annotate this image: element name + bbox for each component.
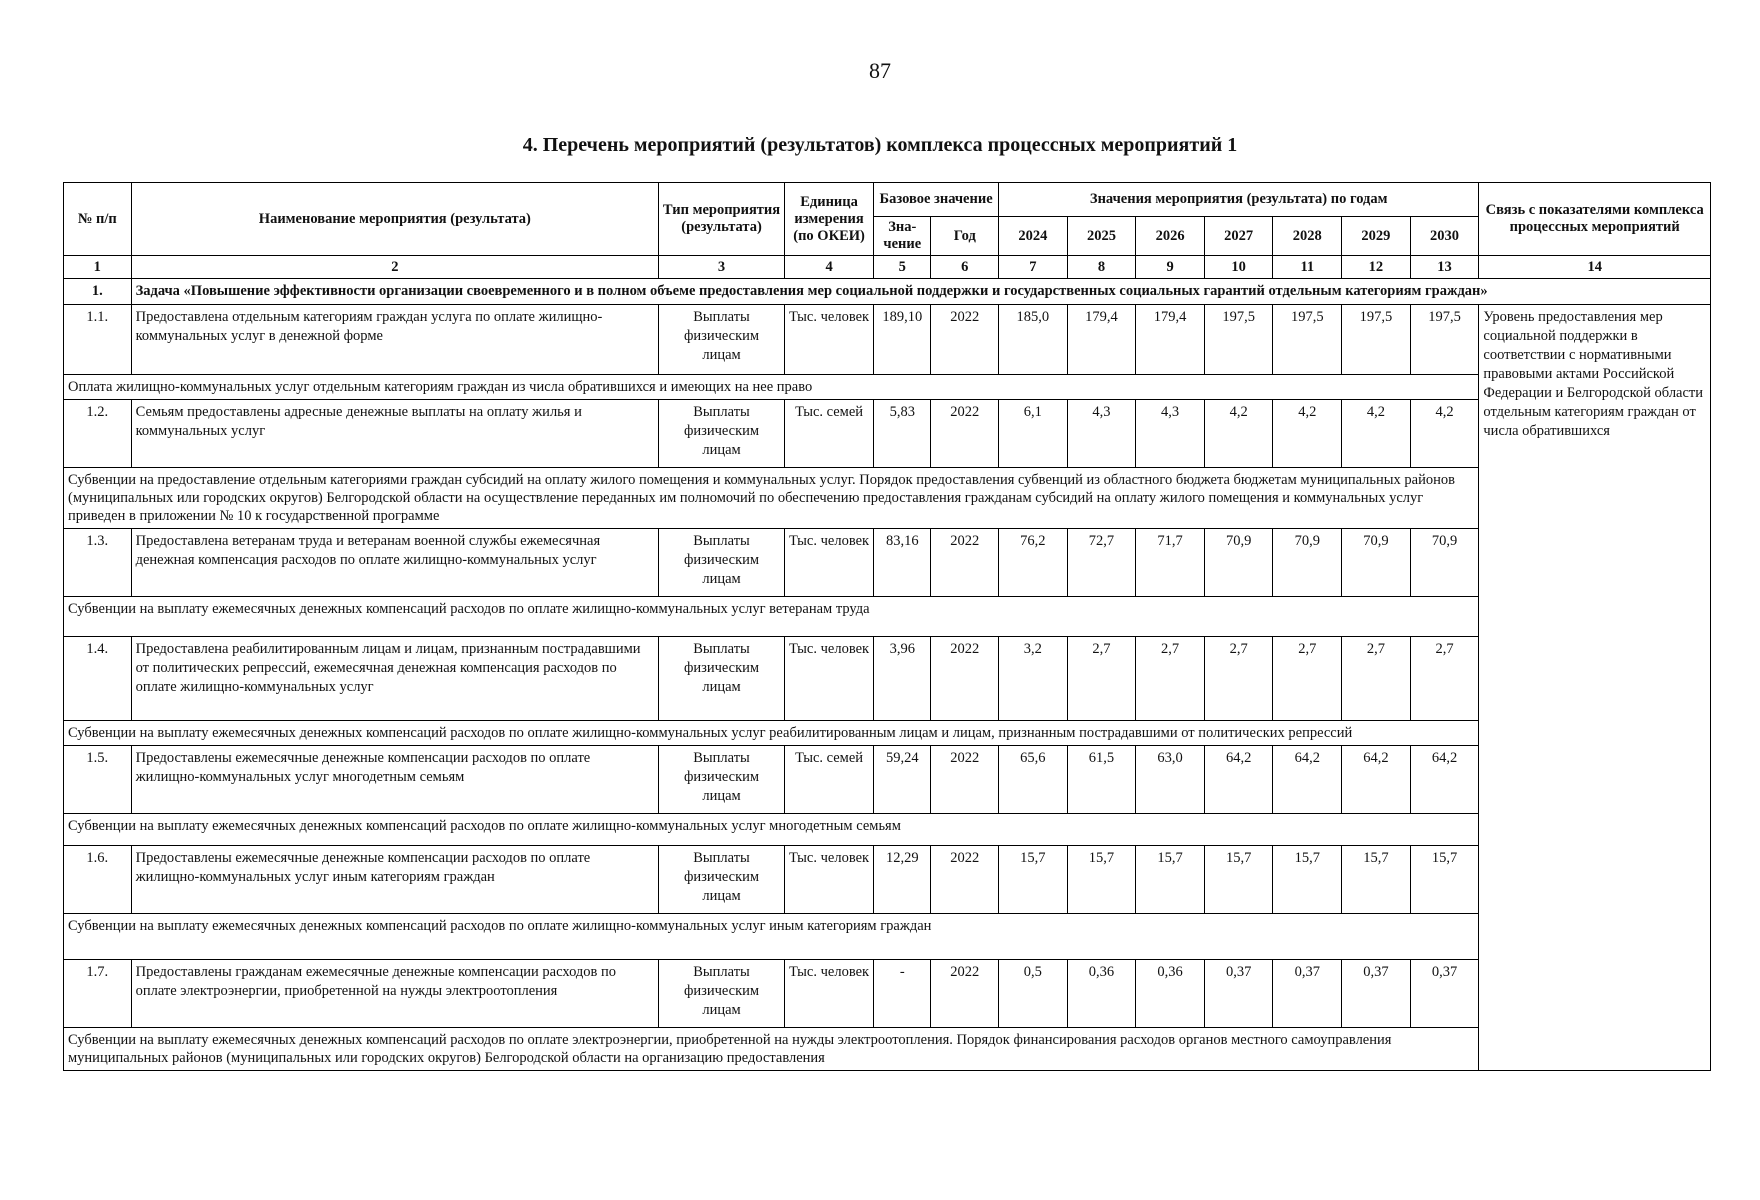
row-note-row (64, 375, 1711, 400)
column-number: 14 (1479, 256, 1711, 279)
row-value: 2,7 (1136, 637, 1205, 721)
row-base-value: 5,83 (874, 400, 931, 468)
row-value: 2,7 (1273, 637, 1342, 721)
header-years-group: Значения мероприятия (результата) по годам (999, 183, 1479, 217)
row-base-year: 2022 (931, 846, 999, 914)
row-value: 0,37 (1204, 960, 1273, 1028)
row-value: 64,2 (1410, 746, 1479, 814)
row-note: Субвенции на предоставление отдельным категориями граждан субсидий на оплату жилого помещения и коммунальных услуг. Порядок предоставления субвенций из областного бюджета бюджетам муниципальных районов (муниципальных или городских округов) Белгородской области на осуществление переданных им полномочий по обеспечению предоставления гражданам субсидий на оплату жилого помещения и коммунальных услуг приведен в приложении № 10 к государственной программе (64, 468, 1479, 529)
row-value: 71,7 (1136, 529, 1205, 597)
row-unit: Тыс. семей (785, 746, 874, 814)
header-year: 2030 (1410, 217, 1479, 256)
row-value: 2,7 (1067, 637, 1136, 721)
row-name: Предоставлена отдельным категориям граждан услуга по оплате жилищно-коммунальных услуг в денежной форме (131, 305, 658, 375)
row-value: 4,2 (1410, 400, 1479, 468)
row-note: Субвенции на выплату ежемесячных денежных компенсаций расходов по оплате электроэнергии, приобретенной на нужды электроотопления. Порядок финансирования расходов органов местного самоуправления муниципальных районов (муниципальных или городских округов) Белгородской области на организацию предоставления (64, 1028, 1479, 1071)
row-note-row (64, 814, 1711, 846)
row-name: Предоставлены гражданам ежемесячные денежные компенсации расходов по оплате электроэнергии, приобретенной на нужды электроотопления (131, 960, 658, 1028)
row-base-year: 2022 (931, 960, 999, 1028)
row-value: 15,7 (1136, 846, 1205, 914)
row-note-row (64, 597, 1711, 637)
header-year: 2026 (1136, 217, 1205, 256)
document-title: 4. Перечень мероприятий (результатов) комплекса процессных мероприятий 1 (522, 134, 1238, 156)
row-base-year: 2022 (931, 400, 999, 468)
row-value: 76,2 (999, 529, 1068, 597)
row-note-row (64, 468, 1711, 529)
column-number: 9 (1136, 256, 1205, 279)
task-text: Задача «Повышение эффективности организации своевременного и в полном объеме предоставления мер социальной поддержки и государственных социальных гарантий отдельным категориям граждан» (131, 279, 1710, 305)
row-value: 15,7 (1342, 846, 1411, 914)
row-unit: Тыс. человек (785, 637, 874, 721)
row-value: 197,5 (1410, 305, 1479, 375)
row-name: Предоставлена реабилитированным лицам и лицам, признанным пострадавшими от политических репрессий, ежемесячная денежная компенсация расходов по оплате жилищно-коммунальных услуг (131, 637, 658, 721)
row-value: 70,9 (1342, 529, 1411, 597)
row-number: 1.6. (64, 846, 132, 914)
row-value: 4,2 (1342, 400, 1411, 468)
row-value: 179,4 (1067, 305, 1136, 375)
column-number: 6 (931, 256, 999, 279)
column-number: 8 (1067, 256, 1136, 279)
row-base-value: 83,16 (874, 529, 931, 597)
row-value: 197,5 (1273, 305, 1342, 375)
column-number: 2 (131, 256, 658, 279)
row-value: 70,9 (1204, 529, 1273, 597)
table-row (64, 400, 1711, 468)
task-row (64, 279, 1711, 305)
row-value: 0,37 (1273, 960, 1342, 1028)
row-note: Субвенции на выплату ежемесячных денежных компенсаций расходов по оплате жилищно-коммунальных услуг реабилитированным лицам и лицам, признанным пострадавшими от политических репрессий (64, 721, 1479, 746)
header-no: № п/п (64, 183, 132, 256)
header-base-year: Год (931, 217, 999, 256)
row-base-year: 2022 (931, 637, 999, 721)
table-row (64, 746, 1711, 814)
row-value: 2,7 (1410, 637, 1479, 721)
column-number-row (64, 256, 1711, 279)
row-number: 1.5. (64, 746, 132, 814)
header-base: Базовое значение (874, 183, 999, 217)
row-type: Выплаты физическим лицам (659, 960, 785, 1028)
row-base-year: 2022 (931, 305, 999, 375)
column-number: 13 (1410, 256, 1479, 279)
row-value: 185,0 (999, 305, 1068, 375)
row-base-value: 59,24 (874, 746, 931, 814)
column-number: 7 (999, 256, 1068, 279)
header-link: Связь с показателями комплекса процессных мероприятий (1479, 183, 1711, 256)
row-base-value: - (874, 960, 931, 1028)
column-number: 10 (1204, 256, 1273, 279)
column-number: 3 (659, 256, 785, 279)
row-value: 4,2 (1273, 400, 1342, 468)
row-note-row (64, 914, 1711, 960)
column-number: 11 (1273, 256, 1342, 279)
row-value: 61,5 (1067, 746, 1136, 814)
row-value: 15,7 (1067, 846, 1136, 914)
row-note: Субвенции на выплату ежемесячных денежных компенсаций расходов по оплате жилищно-коммунальных услуг ветеранам труда (64, 597, 1479, 637)
row-unit: Тыс. семей (785, 400, 874, 468)
header-unit: Единица измерения (по ОКЕИ) (785, 183, 874, 256)
row-base-year: 2022 (931, 529, 999, 597)
row-value: 0,36 (1067, 960, 1136, 1028)
header-year: 2025 (1067, 217, 1136, 256)
row-number: 1.7. (64, 960, 132, 1028)
row-unit: Тыс. человек (785, 846, 874, 914)
row-value: 15,7 (1410, 846, 1479, 914)
row-value: 2,7 (1204, 637, 1273, 721)
table-row (64, 960, 1711, 1028)
table-row (64, 846, 1711, 914)
column-number: 4 (785, 256, 874, 279)
row-value: 197,5 (1342, 305, 1411, 375)
column-number: 1 (64, 256, 132, 279)
task-number: 1. (64, 279, 132, 305)
row-value: 197,5 (1204, 305, 1273, 375)
row-value: 0,37 (1342, 960, 1411, 1028)
row-base-value: 3,96 (874, 637, 931, 721)
row-value: 6,1 (999, 400, 1068, 468)
table-header (64, 183, 1711, 279)
row-value: 0,36 (1136, 960, 1205, 1028)
row-note: Субвенции на выплату ежемесячных денежных компенсаций расходов по оплате жилищно-коммунальных услуг иным категориям граждан (64, 914, 1479, 960)
row-name: Предоставлена ветеранам труда и ветеранам военной службы ежемесячная денежная компенсация расходов по оплате жилищно-коммунальных услуг (131, 529, 658, 597)
header-year: 2027 (1204, 217, 1273, 256)
row-type: Выплаты физическим лицам (659, 846, 785, 914)
row-value: 64,2 (1342, 746, 1411, 814)
link-to-indicators: Уровень предоставления мер социальной поддержки в соответствии с нормативными правовыми актами Российской Федерации и Белгородской области отдельным категориям граждан от числа обратившихся (1479, 305, 1711, 1071)
row-note-row (64, 1028, 1711, 1071)
row-value: 64,2 (1273, 746, 1342, 814)
row-value: 70,9 (1273, 529, 1342, 597)
row-value: 70,9 (1410, 529, 1479, 597)
header-year: 2029 (1342, 217, 1411, 256)
row-type: Выплаты физическим лицам (659, 746, 785, 814)
row-number: 1.1. (64, 305, 132, 375)
header-year: 2028 (1273, 217, 1342, 256)
row-value: 4,3 (1067, 400, 1136, 468)
row-value: 63,0 (1136, 746, 1205, 814)
row-name: Семьям предоставлены адресные денежные выплаты на оплату жилья и коммунальных услуг (131, 400, 658, 468)
row-note: Оплата жилищно-коммунальных услуг отдельным категориям граждан из числа обратившихся и имеющих на нее право (64, 375, 1479, 400)
row-value: 15,7 (1204, 846, 1273, 914)
row-number: 1.3. (64, 529, 132, 597)
row-value: 4,3 (1136, 400, 1205, 468)
row-unit: Тыс. человек (785, 529, 874, 597)
column-number: 5 (874, 256, 931, 279)
row-value: 0,37 (1410, 960, 1479, 1028)
row-value: 65,6 (999, 746, 1068, 814)
row-type: Выплаты физическим лицам (659, 637, 785, 721)
row-name: Предоставлены ежемесячные денежные компенсации расходов по оплате жилищно-коммунальных услуг многодетным семьям (131, 746, 658, 814)
row-value: 72,7 (1067, 529, 1136, 597)
table-row (64, 529, 1711, 597)
page-number: 87 (869, 58, 891, 83)
table-row (64, 637, 1711, 721)
row-type: Выплаты физическим лицам (659, 529, 785, 597)
row-base-value: 12,29 (874, 846, 931, 914)
row-note-row (64, 721, 1711, 746)
row-value: 179,4 (1136, 305, 1205, 375)
row-name: Предоставлены ежемесячные денежные компенсации расходов по оплате жилищно-коммунальных услуг иным категориям граждан (131, 846, 658, 914)
row-base-year: 2022 (931, 746, 999, 814)
column-number: 12 (1342, 256, 1411, 279)
row-value: 15,7 (999, 846, 1068, 914)
measures-table (63, 182, 1711, 1071)
row-type: Выплаты физическим лицам (659, 305, 785, 375)
row-value: 4,2 (1204, 400, 1273, 468)
row-unit: Тыс. человек (785, 960, 874, 1028)
row-number: 1.4. (64, 637, 132, 721)
row-value: 15,7 (1273, 846, 1342, 914)
row-number: 1.2. (64, 400, 132, 468)
header-year: 2024 (999, 217, 1068, 256)
row-base-value: 189,10 (874, 305, 931, 375)
header-type: Тип мероприятия (результата) (659, 183, 785, 256)
row-value: 3,2 (999, 637, 1068, 721)
row-value: 0,5 (999, 960, 1068, 1028)
table-row (64, 305, 1711, 375)
header-base-value: Зна-чение (874, 217, 931, 256)
row-type: Выплаты физическим лицам (659, 400, 785, 468)
row-value: 2,7 (1342, 637, 1411, 721)
table-body (64, 279, 1711, 1071)
header-name: Наименование мероприятия (результата) (131, 183, 658, 256)
row-value: 64,2 (1204, 746, 1273, 814)
row-note: Субвенции на выплату ежемесячных денежных компенсаций расходов по оплате жилищно-коммунальных услуг многодетным семьям (64, 814, 1479, 846)
row-unit: Тыс. человек (785, 305, 874, 375)
